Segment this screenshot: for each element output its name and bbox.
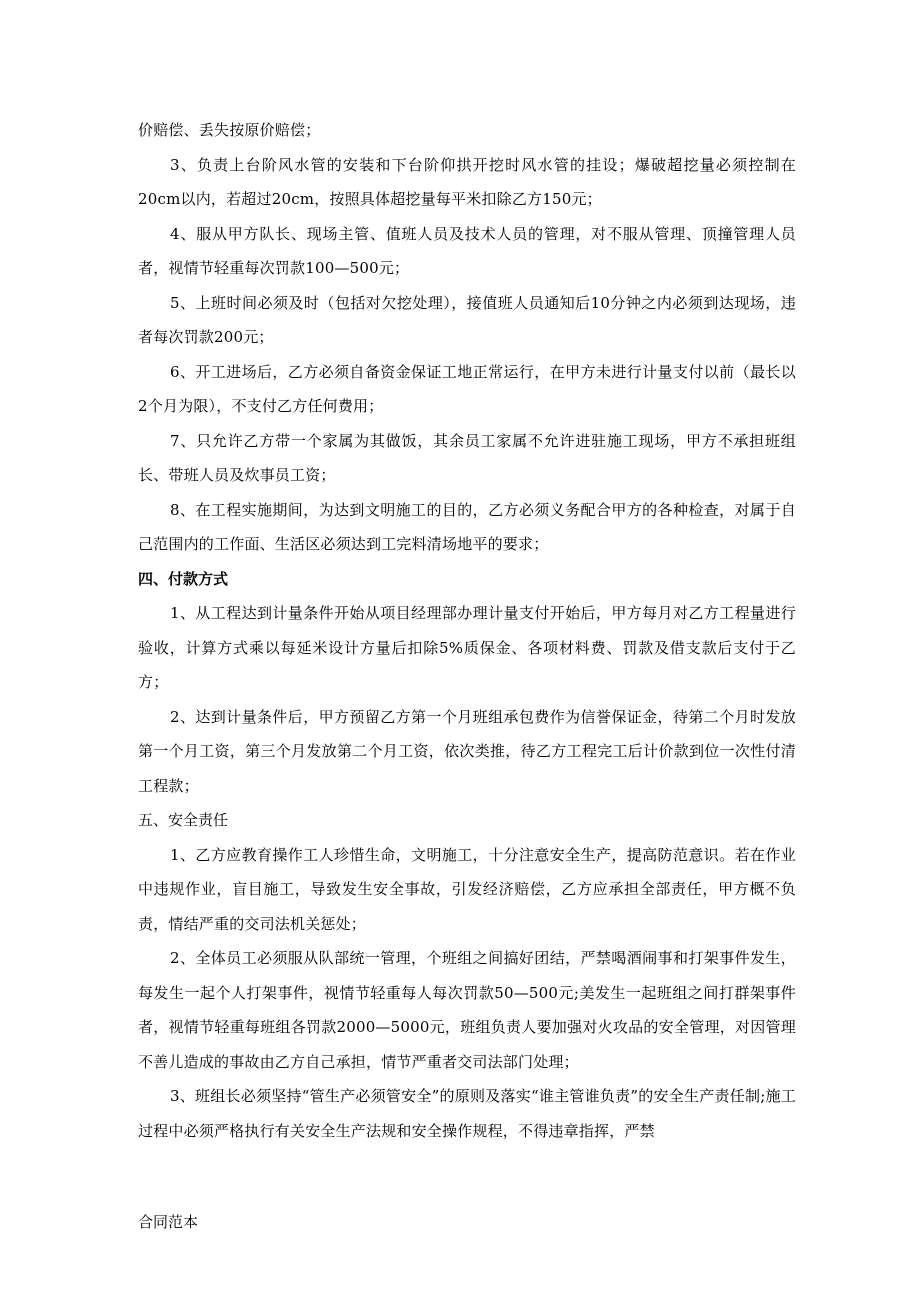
section-heading-safety: 五、安全责任	[138, 811, 229, 829]
payment-clause-2: 2、达到计量条件后，甲方预留乙方第一个月班组承包费作为信誉保证金，待第二个月时发放第一个月工资，第三个月发放第二个月工资，依次类推，待乙方工程完工后计价款到位一次性付清工程款；	[138, 707, 796, 795]
clause-6: 6、开工进场后，乙方必须自备资金保证工地正常运行，在甲方未进行计量支付以前（最长以2个月为限），不支付乙方任何费用；	[138, 362, 796, 415]
safety-clause-1: 1、乙方应教育操作工人珍惜生命，文明施工，十分注意安全生产，提高防范意识。若在作业中违规作业，盲目施工，导致发生安全事故，引发经济赔偿，乙方应承担全部责任，甲方概不负责，情结严重的交司法机关惩处；	[138, 845, 796, 933]
clause-4: 4、服从甲方队长、现场主管、值班人员及技术人员的管理，对不服从管理、顶撞管理人员者，视情节轻重每次罚款100—500元；	[138, 224, 796, 277]
payment-clause-1: 1、从工程达到计量条件开始从项目经理部办理计量支付开始后，甲方每月对乙方工程量进行验收，计算方式乘以每延米设计方量后扣除5%质保金、各项材料费、罚款及借支款后支付于乙方；	[138, 604, 796, 691]
safety-clause-3: 3、班组长必须坚持“管生产必须管安全”的原则及落实“谁主管谁负责”的安全生产责任制;施工过程中必须严格执行有关安全生产法规和安全操作规程，不得违章指挥，严禁	[138, 1087, 796, 1140]
page-footer: 合同范本	[138, 1213, 199, 1231]
clause-8: 8、在工程实施期间，为达到文明施工的目的，乙方必须义务配合甲方的各种检查，对属于自己范围内的工作面、生活区必须达到工完料清场地平的要求；	[138, 500, 796, 553]
document-body	[138, 113, 796, 1148]
clause-5: 5、上班时间必须及时（包括对欠挖处理），接值班人员通知后10分钟之内必须到达现场，违者每次罚款200元；	[138, 293, 796, 346]
clause-3: 3、负责上台阶风水管的安装和下台阶仰拱开挖时风水管的挂设；爆破超挖量必须控制在20cm以内，若超过20cm，按照具体超挖量每平米扣除乙方150元；	[138, 155, 796, 208]
paragraph-continuation: 价赔偿、丢失按原价赔偿；	[138, 121, 321, 139]
clause-7: 7、只允许乙方带一个家属为其做饭，其余员工家属不允许进驻施工现场，甲方不承担班组长、带班人员及炊事员工资；	[138, 431, 796, 484]
section-heading-payment: 四、付款方式	[138, 569, 229, 588]
safety-clause-2: 2、全体员工必须服从队部统一管理，个班组之间搞好团结，严禁喝酒闹事和打架事件发生，每发生一起个人打架事件，视情节轻重每人每次罚款50—500元;美发生一起班组之间打群架事件者，视情节轻重每班组各罚款2000—5000元，班组负责人要加强对火攻品的安全管理，对因管理不善儿造成的事故由乙方自己承担，情节严重者交司法部门处理；	[138, 949, 796, 1071]
